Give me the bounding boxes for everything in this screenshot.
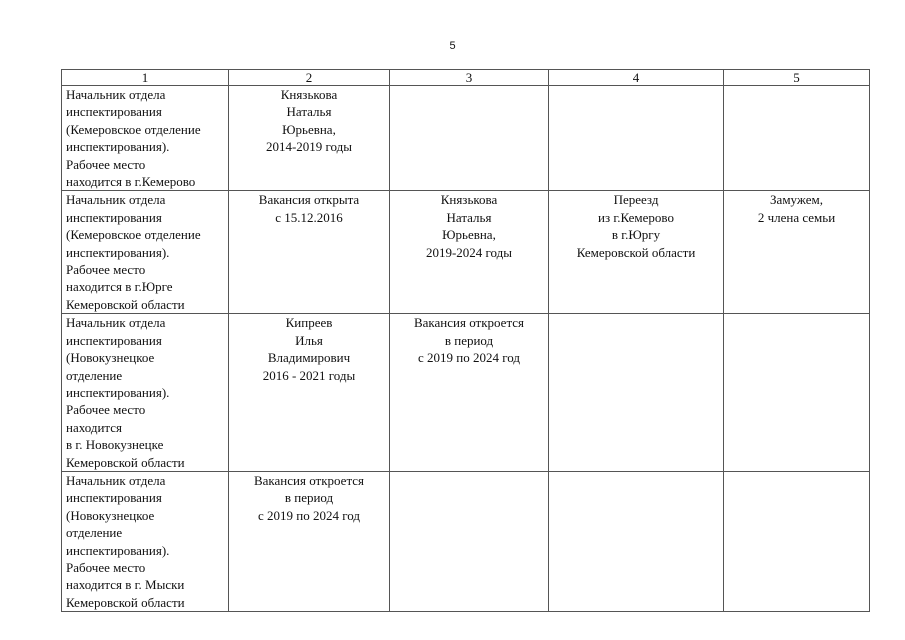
cell-text-line: Рабочее место xyxy=(66,262,146,278)
cell-text-line: Кемеровской области xyxy=(66,454,185,470)
page-number: 5 xyxy=(449,40,456,52)
cell-text-line: в период xyxy=(284,490,334,506)
cell-text-line: Переезд xyxy=(613,192,659,208)
column-header-3: 3 xyxy=(390,70,549,86)
table-cell-col-2 xyxy=(229,191,390,314)
cell-text-line: (Кемеровское отделение xyxy=(66,227,201,243)
cell-text-line: инспектирования). xyxy=(66,542,170,558)
cell-text-line: Рабочее место xyxy=(66,156,146,172)
cell-text-line: Юрьевна, xyxy=(442,227,496,243)
cell-text-line: инспектирования xyxy=(66,209,162,225)
table-cell-col-4 xyxy=(549,471,724,611)
cell-text-line: Кемеровской области xyxy=(66,296,185,312)
cell-text-line: Наталья xyxy=(286,104,332,120)
table-row xyxy=(62,191,870,314)
cell-text-line: отделение xyxy=(66,525,123,541)
table-cell-col-3 xyxy=(390,471,549,611)
cell-text-line: с 2019 по 2024 год xyxy=(258,507,360,523)
cell-text-line: 2 члена семьи xyxy=(757,209,836,225)
cell-text-line: Начальник отдела xyxy=(66,87,166,102)
cell-text-line: Вакансия откроется xyxy=(253,472,365,488)
table-cell-col-1 xyxy=(62,191,229,314)
cell-text-line: инспектирования xyxy=(66,332,162,348)
cell-text-line: в г. Новокузнецке xyxy=(66,437,164,453)
cell-text-line: Князькова xyxy=(440,192,498,208)
cell-text-line: Начальник отдела xyxy=(66,315,166,331)
table-cell-col-5 xyxy=(724,86,870,191)
table-row xyxy=(62,86,870,191)
table-cell-col-3 xyxy=(390,191,549,314)
cell-text-line: (Кемеровское отделение xyxy=(66,121,201,137)
table-cell-col-2 xyxy=(229,86,390,191)
cell-text-line: Владимирович xyxy=(267,350,351,366)
column-header-2: 2 xyxy=(229,70,390,86)
table-cell-col-1 xyxy=(62,314,229,472)
cell-text-line: (Новокузнецкое xyxy=(66,507,155,523)
cell-text-line: в г.Юргу xyxy=(611,227,661,243)
table-cell-col-4 xyxy=(549,86,724,191)
cell-text-line: 2014-2019 годы xyxy=(265,139,353,155)
table-row xyxy=(62,471,870,611)
cell-text-line: инспектирования). xyxy=(66,244,170,260)
cell-text-line: Князькова xyxy=(280,87,338,102)
cell-text-line: инспектирования xyxy=(66,104,162,120)
cell-text-line: Рабочее место xyxy=(66,402,146,418)
cell-text-line: инспектирования). xyxy=(66,139,170,155)
table-cell-col-1 xyxy=(62,86,229,191)
cell-text-line: 2019-2024 годы xyxy=(425,244,513,260)
table-cell-col-3 xyxy=(390,314,549,472)
cell-text-line: Кемеровской области xyxy=(576,244,696,260)
cell-text-line: находится в г. Мыски xyxy=(66,577,185,593)
table-cell-col-3 xyxy=(390,86,549,191)
cell-text-line: отделение xyxy=(66,367,123,383)
cell-text-line: Рабочее место xyxy=(66,559,146,575)
column-header-5: 5 xyxy=(724,70,870,86)
header-row xyxy=(62,70,870,86)
cell-text-line: Вакансия откроется xyxy=(413,315,525,331)
cell-text-line: с 2019 по 2024 год xyxy=(418,350,520,366)
column-header-1: 1 xyxy=(62,70,229,86)
cell-text-line: Кемеровской области xyxy=(66,594,185,610)
staffing-table xyxy=(61,69,870,612)
cell-text-line: находится xyxy=(66,419,123,435)
cell-text-line: Кипреев xyxy=(285,315,333,331)
cell-text-line: находится в г.Кемерово xyxy=(66,174,196,190)
cell-text-line: в период xyxy=(444,332,494,348)
table-cell-col-4 xyxy=(549,191,724,314)
cell-text-line: с 15.12.2016 xyxy=(275,209,343,225)
cell-text-line: (Новокузнецкое xyxy=(66,350,155,366)
cell-text-line: Наталья xyxy=(446,209,492,225)
cell-text-line: инспектирования). xyxy=(66,384,170,400)
table-cell-col-5 xyxy=(724,471,870,611)
cell-text-line: 2016 - 2021 годы xyxy=(262,367,356,383)
table-cell-col-5 xyxy=(724,314,870,472)
cell-text-line: находится в г.Юрге xyxy=(66,279,173,295)
cell-text-line: Замужем, xyxy=(770,192,823,208)
cell-text-line: из г.Кемерово xyxy=(598,209,674,225)
cell-text-line: Начальник отдела xyxy=(66,192,166,208)
table-cell-col-2 xyxy=(229,471,390,611)
table-cell-col-4 xyxy=(549,314,724,472)
table-cell-col-5 xyxy=(724,191,870,314)
column-header-4: 4 xyxy=(549,70,724,86)
cell-text-line: инспектирования xyxy=(66,490,162,506)
cell-text-line: Юрьевна, xyxy=(282,121,336,137)
cell-text-line: Начальник отдела xyxy=(66,472,166,488)
cell-text-line: Илья xyxy=(295,332,323,348)
table-row xyxy=(62,314,870,472)
cell-text-line: Вакансия открыта xyxy=(258,192,360,208)
table-cell-col-1 xyxy=(62,471,229,611)
table-cell-col-2 xyxy=(229,314,390,472)
